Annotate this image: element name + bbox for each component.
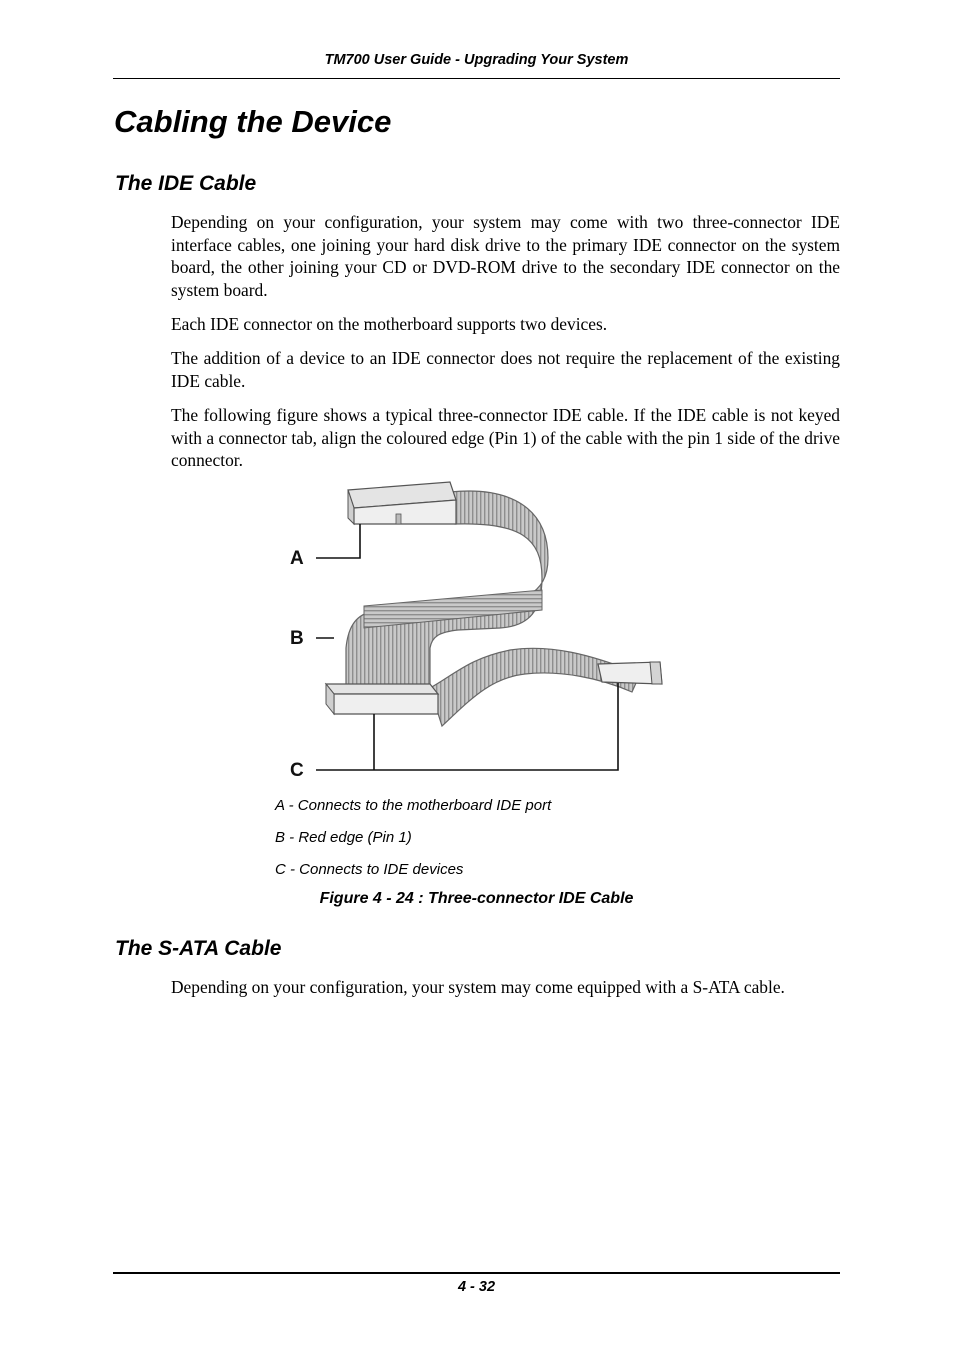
section-heading-ide: The IDE Cable — [115, 172, 257, 195]
page-title: Cabling the Device — [114, 104, 392, 139]
header-rule — [113, 78, 840, 79]
sata-paragraph-1: Depending on your configuration, your system may come equipped with a S-ATA cable. — [171, 977, 785, 997]
ide-paragraph-2: Each IDE connector on the motherboard supports two devices. — [171, 314, 608, 334]
ide-cable-figure — [280, 478, 680, 778]
page-number: 4 - 32 — [457, 1279, 496, 1295]
legend-item-a: A - Connects to the motherboard IDE port — [275, 797, 552, 814]
running-header: TM700 User Guide - Upgrading Your System — [324, 52, 629, 68]
legend-item-c: C - Connects to IDE devices — [275, 861, 464, 878]
ide-paragraph-1: Depending on your configuration, your system may come with two three-connector IDE interface cables, one joining your hard disk drive to the primary IDE connector on the system board, the other joining your CD or DVD-ROM drive to the secondary IDE connector on the system board. — [171, 212, 840, 301]
connector-c — [598, 662, 662, 684]
section-heading-sata: The S-ATA Cable — [115, 937, 282, 960]
figure-label-a: A — [290, 548, 304, 569]
connector-b — [326, 684, 438, 714]
connector-a — [348, 482, 456, 524]
figure-label-c: C — [290, 760, 304, 778]
figure-caption: Figure 4 - 24 : Three-connector IDE Cable — [319, 890, 634, 907]
legend-item-b: B - Red edge (Pin 1) — [275, 829, 412, 846]
cable-ribbon-lower — [430, 648, 640, 726]
footer-rule — [113, 1272, 840, 1274]
ide-paragraph-4: The following figure shows a typical three-connector IDE cable. If the IDE cable is not keyed with a connector tab, align the coloured edge (Pin 1) of the cable with the pin 1 side of the drive connector. — [171, 405, 840, 471]
ide-cable-illustration — [280, 478, 680, 778]
figure-label-b: B — [290, 628, 304, 649]
ide-paragraph-3: The addition of a device to an IDE connector does not require the replacement of the existing IDE cable. — [171, 348, 840, 391]
